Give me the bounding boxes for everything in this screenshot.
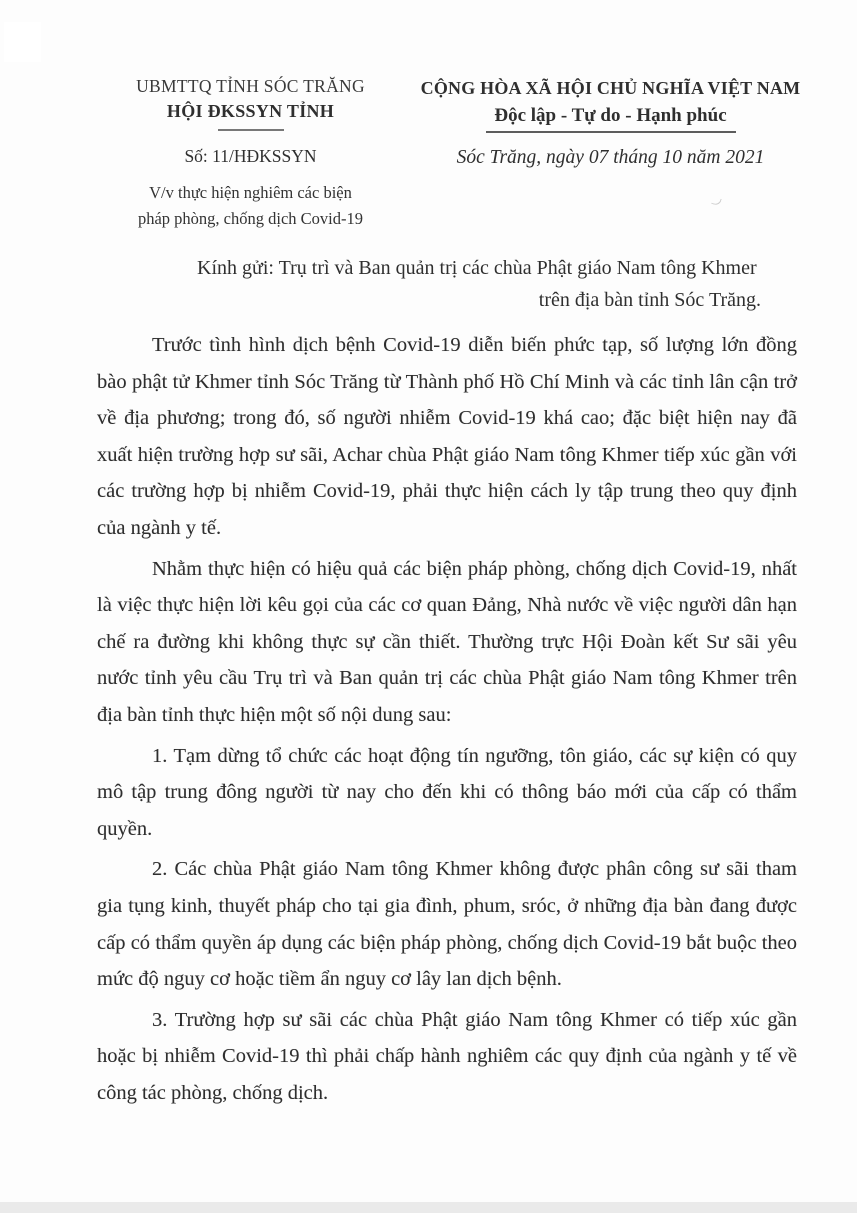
place-and-date: Sóc Trăng, ngày 07 tháng 10 năm 2021 (456, 147, 765, 168)
recipient-block (197, 252, 763, 316)
document-subject (98, 180, 403, 233)
document-body (97, 327, 797, 1115)
document-number: Số: 11/HĐKSSYN (184, 146, 317, 166)
national-motto: Độc lập - Tự do - Hạnh phúc (494, 105, 727, 126)
national-header-block (403, 78, 818, 169)
paragraph-item-1: 1. Tạm dừng tổ chức các hoạt động tín ngưỡng, tôn giáo, các sự kiện có quy mô tập trung đông người từ nay cho đến khi có thông báo mới của cấp có thẩm quyền. (97, 744, 797, 840)
recipient-line-2: trên địa bàn tỉnh Sóc Trăng. (538, 289, 761, 311)
national-title: CỘNG HÒA XÃ HỘI CHỦ NGHĨA VIỆT NAM (420, 78, 801, 98)
paragraph-purpose: Nhằm thực hiện có hiệu quả các biện pháp phòng, chống dịch Covid-19, nhất là việc thực hiện lời kêu gọi của các cơ quan Đảng, Nhà nước về việc người dân hạn chế ra đường khi không thực sự cần thiết. Thường trực Hội Đoàn kết Sư sãi yêu nước tỉnh yêu cầu Trụ trì và Ban quản trị các chùa Phật giáo Nam tông Khmer trên địa bàn tỉnh thực hiện một số nội dung sau: (97, 557, 797, 726)
paragraph-item-2: 2. Các chùa Phật giáo Nam tông Khmer không được phân công sư sãi tham gia tụng kinh, thuyết pháp cho tại gia đình, phum, sróc, ở những địa bàn đang được cấp có thẩm quyền áp dụng các biện pháp phòng, chống dịch Covid-19 bắt buộc theo mức độ nguy cơ hoặc tiềm ẩn nguy cơ lây lan dịch bệnh. (97, 858, 797, 991)
motto-underline (486, 131, 736, 133)
issuing-org-block (98, 76, 403, 233)
subject-line-2: pháp phòng, chống dịch Covid-19 (137, 209, 363, 229)
org-parent-name: UBMTTQ TỈNH SÓC TRĂNG (136, 76, 365, 96)
paragraph-item-3: 3. Trường hợp sư sãi các chùa Phật giáo Nam tông Khmer có tiếp xúc gần hoặc bị nhiễm Covid-19 thì phải chấp hành nghiêm các quy định của ngành y tế về công tác phòng, chống dịch. (97, 1008, 797, 1104)
scan-artifact-square (4, 22, 41, 62)
paragraph-intro: Trước tình hình dịch bệnh Covid-19 diễn biến phức tạp, số lượng lớn đồng bào phật tử Khmer tỉnh Sóc Trăng từ Thành phố Hồ Chí Minh và các tỉnh lân cận trở về địa phương; trong đó, số người nhiễm Covid-19 khá cao; đặc biệt hiện nay đã xuất hiện trường hợp sư sãi, Achar chùa Phật giáo Nam tông Khmer tiếp xúc gần với các trường hợp bị nhiễm Covid-19, phải thực hiện cách ly tập trung theo quy định của ngành y tế. (97, 334, 797, 539)
scan-artifact-bottom-bar (0, 1202, 857, 1213)
recipient-line-1: Kính gửi: Trụ trì và Ban quản trị các chùa Phật giáo Nam tông Khmer (197, 257, 757, 279)
subject-line-1: V/v thực hiện nghiêm các biện (149, 183, 352, 202)
org-name: HỘI ĐKSSYN TỈNH (166, 101, 335, 121)
org-name-underline (218, 129, 284, 131)
scan-artifact-smudge (711, 197, 721, 206)
